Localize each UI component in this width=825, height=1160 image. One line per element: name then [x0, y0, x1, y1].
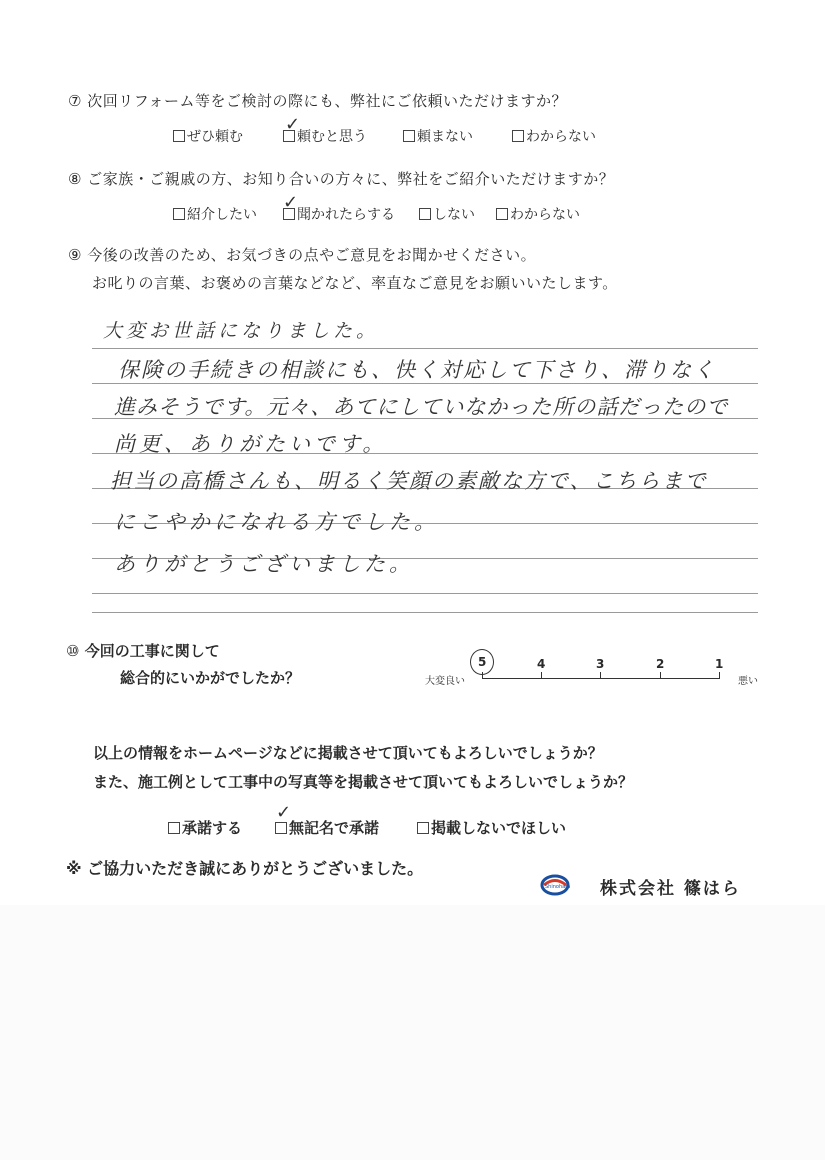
question-text: ご家族・ご親戚の方、お知り合いの方々に、弊社をご紹介いただけますか？	[87, 170, 615, 188]
scale-tick	[719, 672, 720, 679]
consent-line-2: また、施工例として工事中の写真等を掲載させて頂いてもよろしいでしょうか？	[93, 773, 634, 791]
scale-tick	[660, 672, 661, 679]
scale-line	[482, 678, 720, 679]
scale-number-2[interactable]: 2	[656, 657, 665, 671]
question-10-line2: 総合的にいかがでしたか？	[120, 669, 301, 687]
handwritten-line-6: にこやかになれる方でした。	[114, 510, 439, 534]
selected-circle-icon	[470, 649, 494, 675]
consent-option-2[interactable]: 無記名で承諾	[275, 817, 379, 838]
consent-line-1: 以上の情報をホームページなどに掲載させて頂いてもよろしいでしょうか？	[93, 744, 603, 762]
scale-right-label: 悪い	[738, 676, 758, 687]
handwritten-line-4: 尚更、ありがたいです。	[114, 432, 388, 456]
question-9	[68, 244, 536, 265]
question-7	[68, 90, 567, 111]
question-8	[68, 168, 614, 189]
question-number: ⑧	[68, 170, 82, 188]
ruled-line	[92, 348, 758, 349]
consent-option-1[interactable]: 承諾する	[168, 817, 242, 838]
logo-mark-icon	[540, 872, 570, 898]
handwritten-line-3: 進みそうです。元々、あてにしていなかった所の話だったので	[114, 395, 729, 419]
q7-option-3[interactable]: 頼まない	[403, 126, 473, 146]
checkmark-icon: ✓	[285, 114, 301, 135]
question-text: 次回リフォーム等をご検討の際にも、弊社にご依頼いただけますか？	[87, 92, 567, 110]
question-text: 今回の工事に関して	[84, 642, 220, 660]
company-name: 株式会社 篠はら	[600, 879, 741, 899]
scale-number-1[interactable]: 1	[715, 657, 724, 671]
thanks-message: ※ ご協力いただき誠にありがとうございました。	[66, 859, 424, 878]
scale-tick	[541, 672, 542, 679]
question-number: ⑨	[68, 246, 82, 264]
question-number: ⑩	[66, 642, 80, 660]
scale-tick	[600, 672, 601, 679]
logo-text: Shinohara	[545, 884, 570, 890]
handwritten-line-7: ありがとうございました。	[114, 552, 414, 576]
checkmark-icon: ✓	[283, 192, 299, 213]
scale-left-label: 大変良い	[425, 676, 465, 687]
q7-option-4[interactable]: わからない	[512, 126, 596, 146]
q8-option-2[interactable]: 聞かれたらする	[283, 204, 395, 224]
scale-number-4[interactable]: 4	[537, 657, 546, 671]
question-10	[66, 640, 220, 661]
question-9-line2: お叱りの言葉、お褒めの言葉などなど、率直なご意見をお願いいたします。	[92, 274, 618, 292]
ruled-line	[92, 612, 758, 613]
q8-option-4[interactable]: わからない	[496, 204, 580, 224]
q7-option-1[interactable]: ぜひ頼む	[173, 126, 243, 146]
q8-option-1[interactable]: 紹介したい	[173, 204, 257, 224]
scale-number-5[interactable]: 5	[478, 655, 487, 669]
ruled-line	[92, 593, 758, 594]
handwritten-line-1: 大変お世話になりました。	[103, 320, 380, 342]
scale-number-3[interactable]: 3	[596, 657, 605, 671]
scan-margin	[0, 905, 825, 1160]
q8-option-3[interactable]: しない	[419, 204, 475, 224]
handwritten-line-5: 担当の高橋さんも、明るく笑顔の素敵な方で、こちらまで	[110, 469, 708, 493]
question-number: ⑦	[68, 92, 82, 110]
handwritten-line-2: 保険の手続きの相談にも、快く対応して下さり、滞りなく	[118, 358, 716, 382]
checkmark-icon: ✓	[276, 802, 292, 823]
consent-option-3[interactable]: 掲載しないでほしい	[417, 817, 566, 838]
company-logo	[540, 872, 570, 898]
question-text: 今後の改善のため、お気づきの点やご意見をお聞かせください。	[87, 246, 537, 264]
q7-option-2[interactable]: 頼むと思う	[283, 126, 367, 146]
